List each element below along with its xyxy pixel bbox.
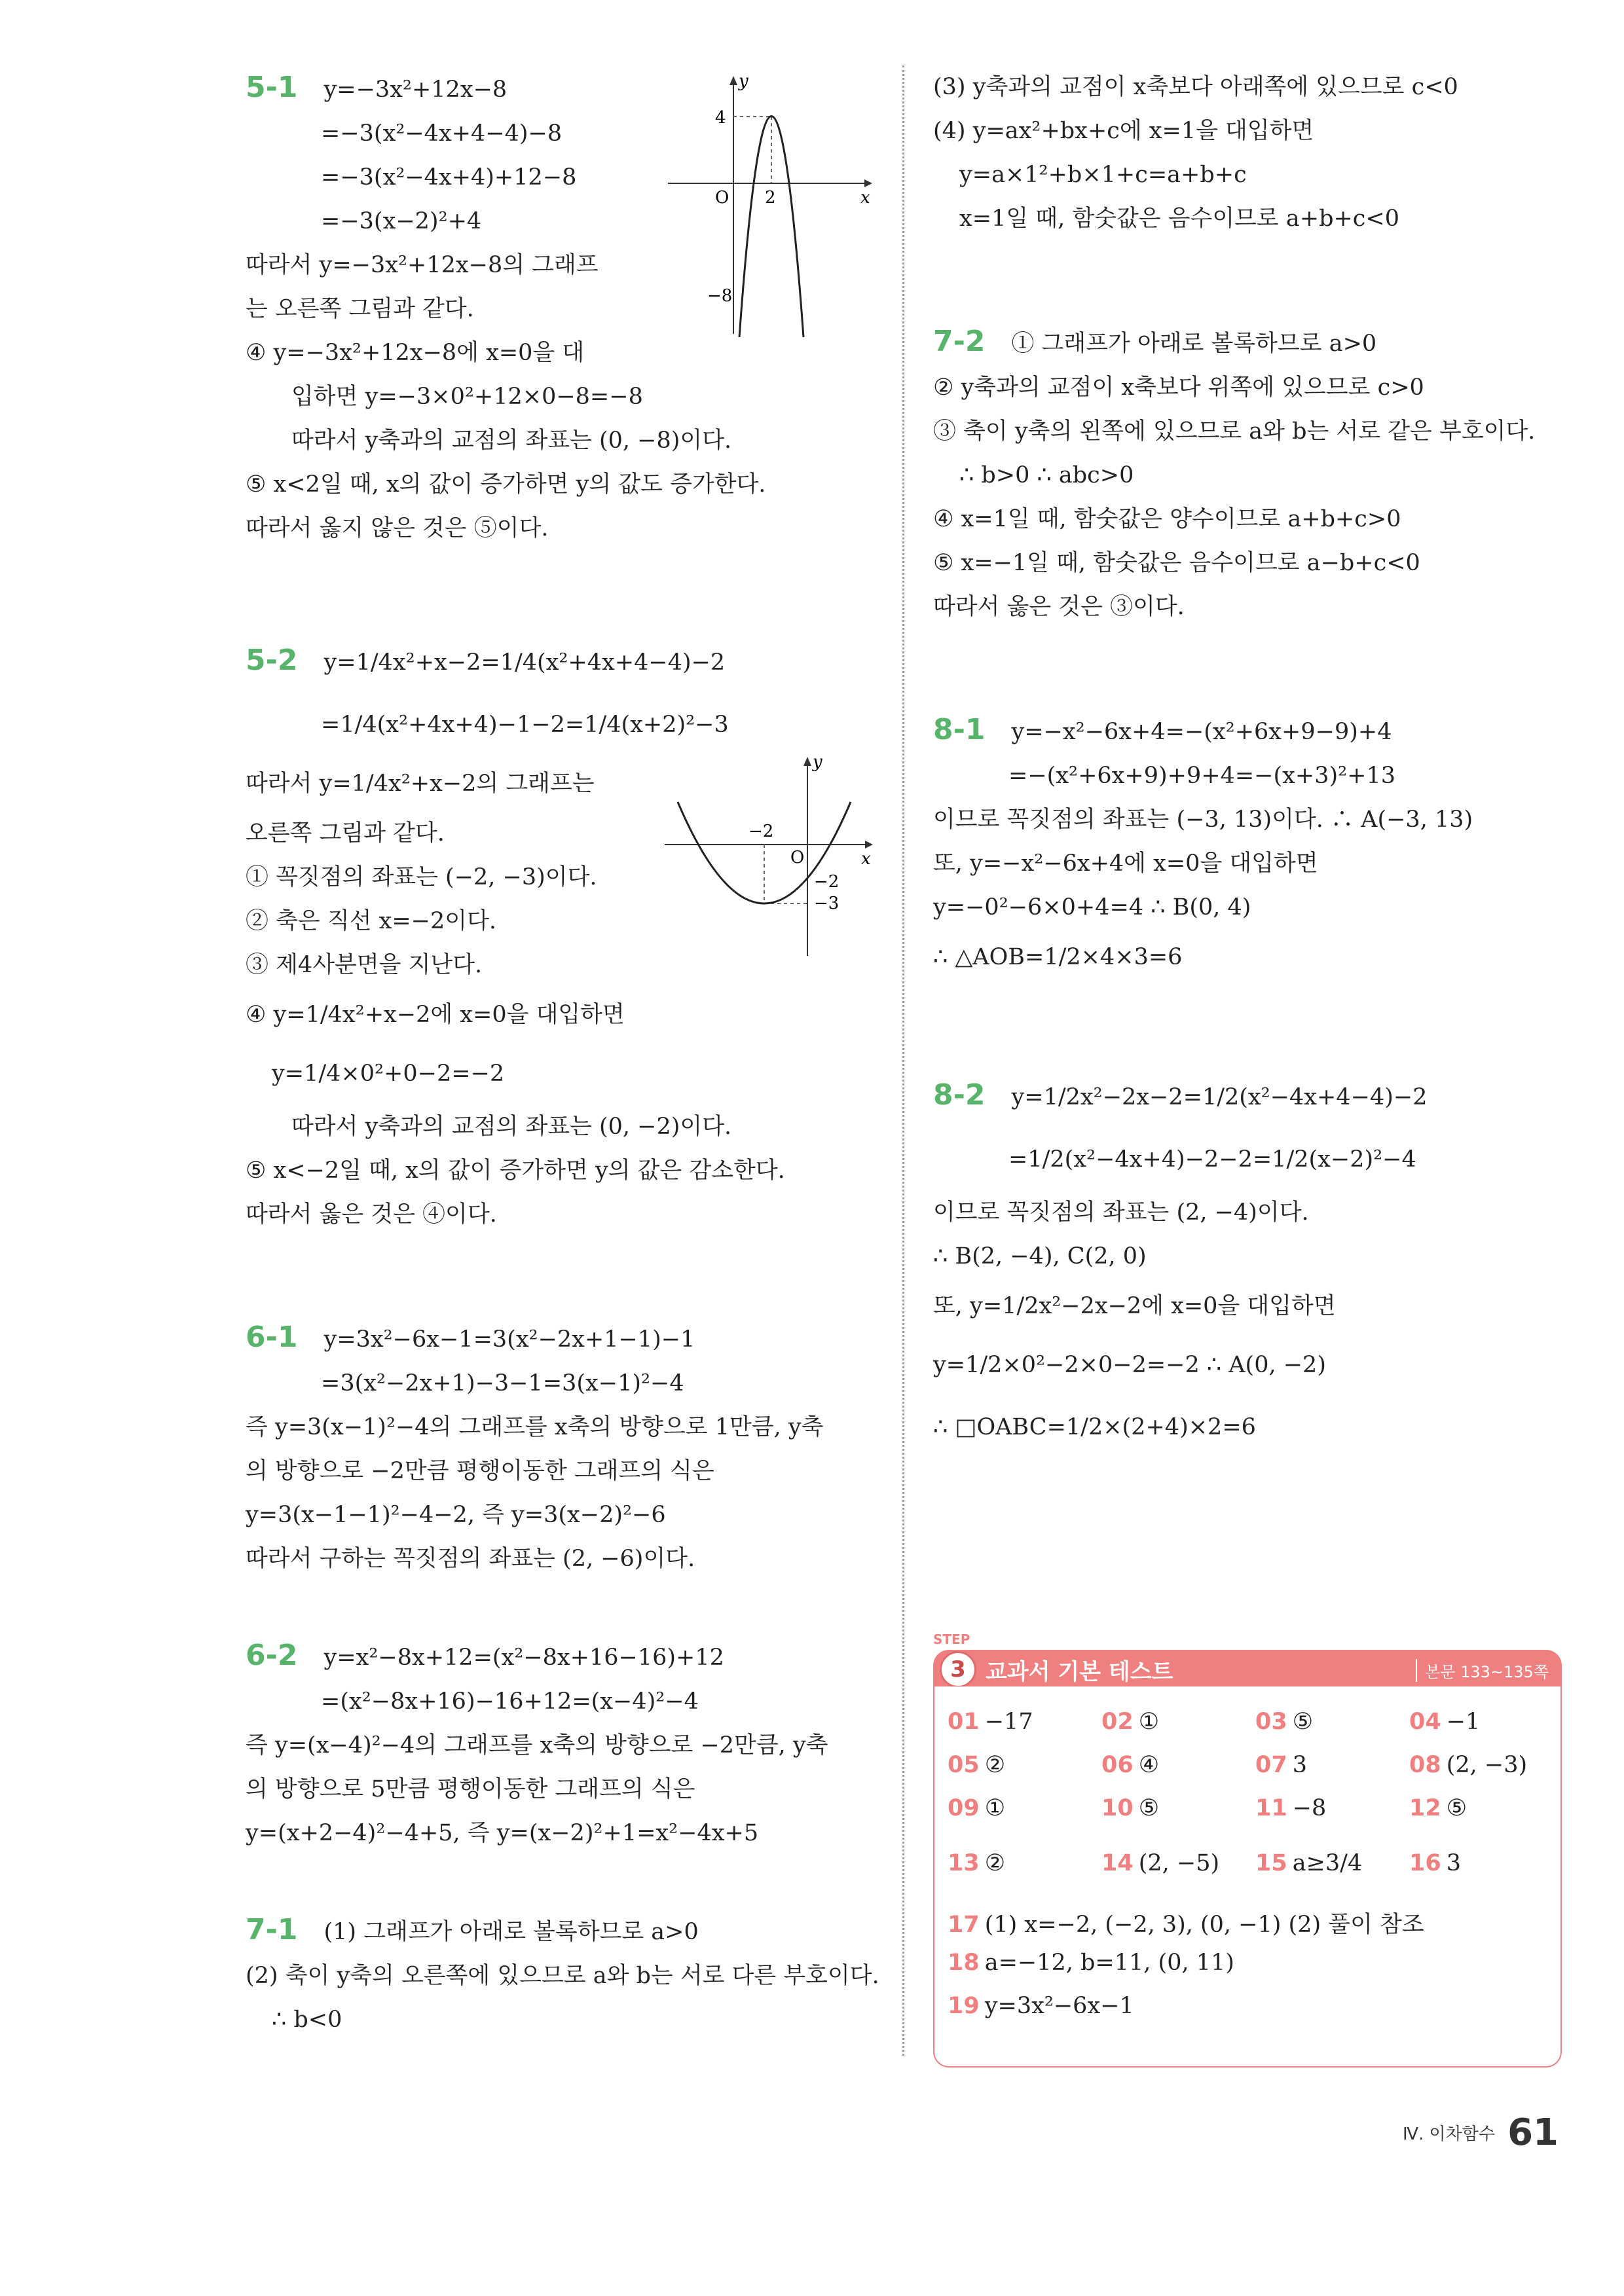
solution-line: 즉 y=3(x−1)²−4의 그래프를 x축의 방향으로 1만큼, y축 xyxy=(246,1414,824,1440)
solution-line: =−3(x²−4x+4)+12−8 xyxy=(321,164,577,191)
solution-line: =(x²−8x+16)−16+12=(x−4)²−4 xyxy=(321,1688,699,1715)
solution-line: 의 방향으로 −2만큼 평행이동한 그래프의 식은 xyxy=(246,1458,714,1484)
vertex-y-label: −3 xyxy=(814,894,840,913)
solution-line: y=1/4×0²+0−2=−2 xyxy=(272,1061,505,1087)
step-label: STEP xyxy=(933,1631,970,1647)
solution-line: y=1/4x²+x−2=1/4(x²+4x+4−4)−2 xyxy=(323,649,726,676)
solution-line: 따라서 옳은 것은 ④이다. xyxy=(246,1201,497,1228)
x-axis-label: x xyxy=(861,849,871,869)
solution-line: =1/4(x²+4x+4)−1−2=1/4(x+2)²−3 xyxy=(321,712,729,738)
answer-item: 04 −1 xyxy=(1409,1709,1481,1735)
solution-line: =−(x²+6x+9)+9+4=−(x+3)²+13 xyxy=(1008,763,1396,789)
solution-line: 따라서 옳은 것은 ③이다. xyxy=(933,594,1185,620)
answer-item: 15 a≥3/4 xyxy=(1255,1850,1363,1876)
solution-7-1 xyxy=(246,1908,879,2042)
solution-line: =3(x²−2x+1)−3−1=3(x−1)²−4 xyxy=(321,1370,684,1396)
graph-5-2 xyxy=(665,753,881,962)
answer-item: 11 −8 xyxy=(1255,1795,1327,1821)
solution-label: 8-2 xyxy=(933,1078,986,1112)
solution-line: 이므로 꼭짓점의 좌표는 (−3, 13)이다. ∴ A(−3, 13) xyxy=(933,807,1473,833)
solution-line: y=−0²−6×0+4=4 ∴ B(0, 4) xyxy=(933,894,1251,920)
solution-line: y=a×1²+b×1+c=a+b+c xyxy=(959,162,1247,188)
answer-item: 02 ① xyxy=(1101,1709,1160,1735)
solution-line: =−3(x−2)²+4 xyxy=(321,208,482,234)
solution-label: 6-1 xyxy=(246,1321,298,1354)
solution-line: ∴ b<0 xyxy=(272,2007,342,2033)
solution-line: ③ 축이 y축의 왼쪽에 있으므로 a와 b는 서로 같은 부호이다. xyxy=(933,418,1536,445)
solution-line: (4) y=ax²+bx+c에 x=1을 대입하면 xyxy=(933,118,1314,144)
right-column xyxy=(933,65,1562,1459)
solution-line: y=1/2×0²−2×0−2=−2 ∴ A(0, −2) xyxy=(933,1352,1326,1378)
answer-item: 14 (2, −5) xyxy=(1101,1850,1220,1876)
solution-line: ① 꼭짓점의 좌표는 (−2, −3)이다. xyxy=(246,864,597,890)
solution-line: ① 그래프가 아래로 볼록하므로 a>0 xyxy=(1011,331,1377,357)
solution-line: ∴ □OABC=1/2×(2+4)×2=6 xyxy=(933,1414,1256,1440)
answer-item: 19 y=3x²−6x−1 xyxy=(948,1993,1134,2019)
solution-label: 7-2 xyxy=(933,325,986,358)
y-intercept-label: −2 xyxy=(814,872,840,892)
x-axis-label: x xyxy=(860,188,870,208)
solution-line: 또, y=1/2x²−2x−2에 x=0을 대입하면 xyxy=(933,1293,1336,1319)
card-title: 교과서 기본 테스트 xyxy=(986,1659,1173,1685)
left-column xyxy=(246,65,879,2042)
answer-item: 10 ⑤ xyxy=(1101,1795,1160,1821)
answer-item: 13 ② xyxy=(948,1850,1006,1876)
answer-item: 18 a=−12, b=11, (0, 11) xyxy=(948,1950,1234,1976)
solution-line: 입하면 y=−3×0²+12×0−8=−8 xyxy=(291,384,643,410)
y-intercept-label: −8 xyxy=(707,286,733,306)
y-axis-label: y xyxy=(813,753,822,772)
solution-label: 7-1 xyxy=(246,1913,298,1946)
solution-line: 따라서 y축과의 교점의 좌표는 (0, −2)이다. xyxy=(291,1114,732,1140)
column-divider xyxy=(902,65,904,2056)
answer-item: 07 3 xyxy=(1255,1752,1307,1778)
answer-item: 01 −17 xyxy=(948,1709,1033,1735)
origin-label: O xyxy=(790,848,805,867)
solution-line: ∴ △AOB=1/2×4×3=6 xyxy=(933,944,1183,970)
solution-line: =1/2(x²−4x+4)−2−2=1/2(x−2)²−4 xyxy=(1008,1146,1416,1173)
solution-line: y=1/2x²−2x−2=1/2(x²−4x+4−4)−2 xyxy=(1011,1084,1428,1110)
solution-line: 따라서 y=−3x²+12x−8의 그래프 xyxy=(246,252,599,278)
solution-line: 따라서 옳지 않은 것은 ⑤이다. xyxy=(246,515,549,541)
answer-grid xyxy=(933,1686,1562,2068)
solution-line: 따라서 구하는 꼭짓점의 좌표는 (2, −6)이다. xyxy=(246,1546,695,1572)
answer-item: 08 (2, −3) xyxy=(1409,1752,1528,1778)
solution-line: ② 축은 직선 x=−2이다. xyxy=(246,908,497,934)
solution-label: 8-1 xyxy=(933,713,986,746)
page-number: 61 xyxy=(1507,2111,1559,2154)
solution-line: y=(x+2−4)²−4+5, 즉 y=(x−2)²+1=x²−4x+5 xyxy=(246,1820,759,1846)
solution-line: ④ y=−3x²+12x−8에 x=0을 대 xyxy=(246,340,585,366)
solution-label: 5-1 xyxy=(246,71,298,104)
solution-line: 또, y=−x²−6x+4에 x=0을 대입하면 xyxy=(933,850,1318,877)
solution-line: 이므로 꼭짓점의 좌표는 (2, −4)이다. xyxy=(933,1199,1309,1226)
solution-7-1-continued xyxy=(933,65,1562,241)
page-footer xyxy=(1403,2111,1559,2154)
answer-item: 09 ① xyxy=(948,1795,1006,1821)
solution-line: (3) y축과의 교점이 x축보다 아래쪽에 있으므로 c<0 xyxy=(933,74,1458,100)
solution-line: y=−3x²+12x−8 xyxy=(323,77,507,103)
solution-line: y=x²−8x+12=(x²−8x+16−16)+12 xyxy=(323,1645,724,1671)
solution-7-2 xyxy=(933,319,1562,629)
solution-line: 따라서 y축과의 교점의 좌표는 (0, −8)이다. xyxy=(291,428,732,454)
solution-line: 즉 y=(x−4)²−4의 그래프를 x축의 방향으로 −2만큼, y축 xyxy=(246,1732,828,1758)
solution-line: ∴ b>0 ∴ abc>0 xyxy=(959,462,1134,488)
solution-line: ③ 제4사분면을 지난다. xyxy=(246,952,483,978)
solution-line: 는 오른쪽 그림과 같다. xyxy=(246,296,474,322)
step-number-badge: 3 xyxy=(940,1651,976,1688)
solution-8-1 xyxy=(933,708,1562,985)
vertex-x-label: 2 xyxy=(765,188,776,208)
solution-label: 5-2 xyxy=(246,644,298,677)
solution-8-2 xyxy=(933,1064,1562,1459)
solution-line: x=1일 때, 함숫값은 음수이므로 a+b+c<0 xyxy=(959,206,1399,232)
answer-item: 06 ④ xyxy=(1101,1752,1160,1778)
solution-line: 따라서 y=1/4x²+x−2의 그래프는 xyxy=(246,771,595,797)
solution-line: ∴ B(2, −4), C(2, 0) xyxy=(933,1243,1147,1269)
answer-item: 12 ⑤ xyxy=(1409,1795,1467,1821)
solution-line: y=3x²−6x−1=3(x²−2x+1−1)−1 xyxy=(323,1326,695,1353)
y-axis-label: y xyxy=(739,72,748,91)
origin-label: O xyxy=(715,188,729,208)
graph-5-1 xyxy=(668,72,884,340)
vertex-y-label: 4 xyxy=(715,108,726,128)
solution-line: y=3(x−1−1)²−4−2, 즉 y=3(x−2)²−6 xyxy=(246,1502,666,1528)
solution-line: 오른쪽 그림과 같다. xyxy=(246,820,445,847)
solution-6-2 xyxy=(246,1633,874,1855)
answer-item: 03 ⑤ xyxy=(1255,1709,1314,1735)
solution-line: ⑤ x<2일 때, x의 값이 증가하면 y의 값도 증가한다. xyxy=(246,471,766,498)
solution-line: ④ y=1/4x²+x−2에 x=0을 대입하면 xyxy=(246,1002,625,1028)
answer-item: 16 3 xyxy=(1409,1850,1461,1876)
solution-line: 의 방향으로 5만큼 평행이동한 그래프의 식은 xyxy=(246,1776,695,1802)
solution-line: ⑤ x<−2일 때, x의 값이 증가하면 y의 값은 감소한다. xyxy=(246,1157,785,1184)
solution-line: (2) 축이 y축의 오른쪽에 있으므로 a와 b는 서로 다른 부호이다. xyxy=(246,1963,879,1989)
solution-line: (1) 그래프가 아래로 볼록하므로 a>0 xyxy=(323,1919,699,1945)
solution-line: ④ x=1일 때, 함숫값은 양수이므로 a+b+c>0 xyxy=(933,506,1401,532)
solution-line: y=−x²−6x+4=−(x²+6x+9−9)+4 xyxy=(1011,719,1392,745)
section-title: Ⅳ. 이차함수 xyxy=(1402,2124,1495,2144)
solution-line: ⑤ x=−1일 때, 함숫값은 음수이므로 a−b+c<0 xyxy=(933,550,1420,576)
vertex-x-label: −2 xyxy=(748,822,774,841)
card-header xyxy=(933,1650,1562,1686)
answer-item: 05 ② xyxy=(948,1752,1006,1778)
answer-item: 17 (1) x=−2, (−2, 3), (0, −1) (2) 풀이 참조 xyxy=(948,1912,1424,1938)
solution-line: =−3(x²−4x+4−4)−8 xyxy=(321,120,563,147)
solution-line: ② y축과의 교점이 x축보다 위쪽에 있으므로 c>0 xyxy=(933,374,1424,401)
solution-label: 6-2 xyxy=(246,1639,298,1672)
basic-test-card xyxy=(933,1631,1562,2069)
solution-6-1 xyxy=(246,1315,874,1581)
page-reference: 본문 133~135쪽 xyxy=(1416,1659,1549,1682)
